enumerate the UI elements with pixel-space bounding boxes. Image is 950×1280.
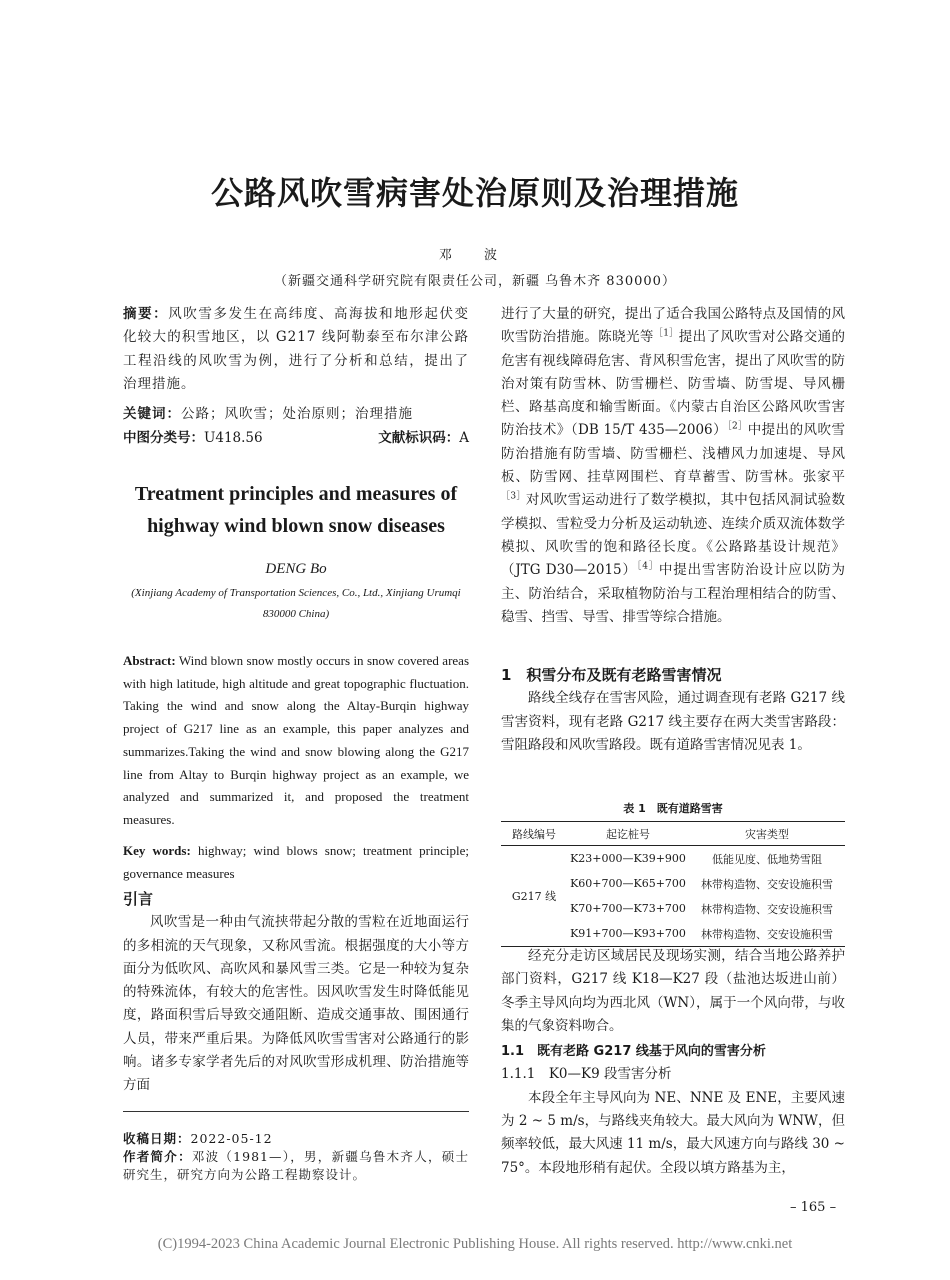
bio-label: 作者简介： [123, 1149, 192, 1164]
abstract-en [123, 650, 469, 832]
intro-section [123, 888, 469, 1098]
classification-row [123, 427, 469, 450]
footnote [123, 1130, 469, 1184]
keywords-cn-label: 关键词： [123, 406, 181, 422]
citation-1: ［1］ [653, 328, 679, 339]
k0-k9-paragraph: 本段全年主导风向为 NE、NNE 及 ENE，主要风速为 2 ~ 5 m/s，与路线夹角较大。最大风向为 WNW，但频率较低，最大风速 11 m/s，最大风速方向与路线 30 ~ 75°。本段地形稍有起伏。全段以填方路基为主， [501, 1089, 845, 1176]
citation-4: ［4］ [636, 561, 659, 572]
footnote-divider [123, 1111, 469, 1112]
intro-paragraph: 风吹雪是一种由气流挟带起分散的雪粒在近地面运行的多相流的天气现象，又称风雪流。根据强度的大小等方面分为低吹风、高吹风和暴风雪三类。它是一种较为复杂的特殊流体，有较大的危害性。因风吹雪发生时降低能见度，路面积雪后导致交通阻断、造成交通事故、围困通行人员，带来严重后果。为降低风吹雪雪害对公路通行的影响。诸多专家学者先后的对风吹雪形成机理、防治措施等方面 [123, 914, 469, 1094]
section-1-paragraph: 路线全线存在雪害风险，通过调查现有老路 G217 线雪害资料，现有老路 G217 线主要存在两大类雪害路段：雪阻路段和风吹雪路段。既有道路雪害情况见表 1。 [501, 690, 845, 753]
clc-label: 中图分类号： [123, 430, 204, 446]
abstract-cn [123, 303, 469, 396]
table-cell: 林带构造物、交安设施积雪 [701, 877, 833, 891]
section-1 [501, 664, 845, 757]
copyright-notice: (C)1994-2023 China Academic Journal Electronic Publishing House. All rights reserved. http://www.cnki.net [157, 1236, 793, 1252]
table-cell: 低能见度、低地势雪阻 [712, 852, 822, 866]
keywords-cn-text: 公路；风吹雪；处治原则；治理措施 [181, 406, 413, 422]
author-name: 邓 波 [438, 248, 512, 263]
paper-title: 公路风吹雪病害处治原则及治理措施 [210, 174, 739, 212]
section-1-1-1-heading: 1.1.1 K0—K9 段雪害分析 [501, 1066, 672, 1083]
page-number: – 165 – [790, 1200, 837, 1215]
section-1-continued [501, 945, 845, 1180]
author-bio: 邓波（1981—），男，新疆乌鲁木齐人，硕士研究生，研究方向为公路工程勘察设计。 [123, 1149, 469, 1182]
english-author: DENG Bo [265, 561, 327, 577]
table-row [501, 846, 845, 872]
table-1 [501, 821, 845, 947]
review-text-5: 中提出雪害防治设计应以防为主、防治结合，采取植物防治与工程治理相结合的防雪、稳雪、挡雪、导雪、排雪等综合措施。 [501, 562, 846, 625]
table-cell: K60+700—K65+700 [570, 877, 686, 890]
table-header: 起讫桩号 [567, 822, 689, 846]
table-cell: K91+700—K93+700 [567, 921, 689, 947]
review-text-3: 中提出的风吹雪防治措施有防雪墙、防雪栅栏、浅槽风力加速堤、导风板、防雪网、挂草网围栏、育草蓄雪、防雪林。张家平 [501, 422, 845, 486]
intro-heading: 引言 [123, 890, 154, 908]
table-cell: K23+000—K39+900 [570, 852, 686, 865]
literature-review [501, 303, 845, 629]
table-cell: 林带构造物、交安设施积雪 [689, 921, 845, 947]
received-label: 收稿日期： [123, 1131, 191, 1146]
english-affiliation: (Xinjiang Academy of Transportation Sciences, Co., Ltd., Xinjiang Urumqi 830000 China) [131, 587, 461, 620]
table-header: 灾害类型 [689, 822, 845, 846]
citation-3: ［3］ [501, 491, 526, 502]
review-text-4: 对风吹雪运动进行了数学模拟，其中包括风洞试验数学模拟、雪粒受力分析及运动轨迹、连续介质双流体数学模拟、风吹雪的饱和路径长度。《公路路基设计规范》（JTG D30—2015） [501, 492, 845, 579]
received-date: 2022-05-12 [190, 1131, 273, 1146]
table-cell-route: G217 线 [501, 846, 567, 947]
abstract-en-label: Abstract: [123, 653, 176, 668]
keywords-en [123, 840, 469, 885]
table-cell: 林带构造物、交安设施积雪 [701, 902, 833, 916]
wind-survey-paragraph: 经充分走访区域居民及现场实测，结合当地公路养护部门资料，G217 线 K18—K27 段（盐池达坂进山前）冬季主导风向均为西北风（WN），属于一个风向带，与收集的气象资料吻合。 [501, 948, 845, 1034]
doc-code-value: A [459, 430, 469, 446]
section-1-1-heading: 1.1 既有老路 G217 线基于风向的雪害分析 [501, 1044, 766, 1060]
table-header: 路线编号 [501, 822, 567, 846]
review-text-1: 进行了大量的研究，提出了适合我国公路特点及国情的风吹雪防治措施。陈晓光等 [501, 306, 845, 346]
review-text-2: 提出了风吹雪对公路交通的危害有视线障碍危害、背风积雪危害，提出了风吹雪的防治对策有防雪林、防雪栅栏、防雪墙、防雪堤、导风栅栏、路基高度和输雪断面。《内蒙古自治区公路风吹雪害防治技术》（DB 15/T 435—2006） [501, 329, 845, 439]
author-affiliation: （新疆交通科学研究院有限责任公司，新疆 乌鲁木齐 830000） [274, 274, 676, 289]
keywords-cn [123, 403, 469, 426]
citation-2: ［2］ [727, 421, 748, 432]
doc-code-label: 文献标识码： [378, 430, 460, 446]
english-title: Treatment principles and measures of highway wind blown snow diseases [134, 483, 458, 537]
section-1-heading: 1 积雪分布及既有老路雪害情况 [501, 666, 722, 684]
table-cell: K70+700—K73+700 [570, 902, 686, 915]
abstract-en-text: Wind blown snow mostly occurs in snow covered areas with high latitude, high altitude and great topographic fluctuation. Taking the wind and snow along the Altay-Burqin highway project of G217 line as an example, this paper analyzes and summarizes.Taking the wind and snow blowing along the G217 line from Altay to Burqin highway project as an example, we analyzed and summarized it, and proposed the treatment measures. [123, 653, 470, 827]
abstract-cn-text: 风吹雪多发生在高纬度、高海拔和地形起伏变化较大的积雪地区，以 G217 线阿勒泰至布尔津公路工程沿线的风吹雪为例，进行了分析和总结，提出了治理措施。 [123, 306, 470, 392]
abstract-cn-label: 摘要： [123, 306, 169, 322]
keywords-en-label: Key words: [123, 843, 191, 858]
clc-value: U418.56 [204, 430, 263, 446]
keywords-en-text: highway; wind blows snow; treatment principle; governance measures [123, 843, 469, 881]
table-1-caption: 表 1 既有道路雪害 [623, 802, 723, 815]
table-header-row [501, 822, 845, 846]
